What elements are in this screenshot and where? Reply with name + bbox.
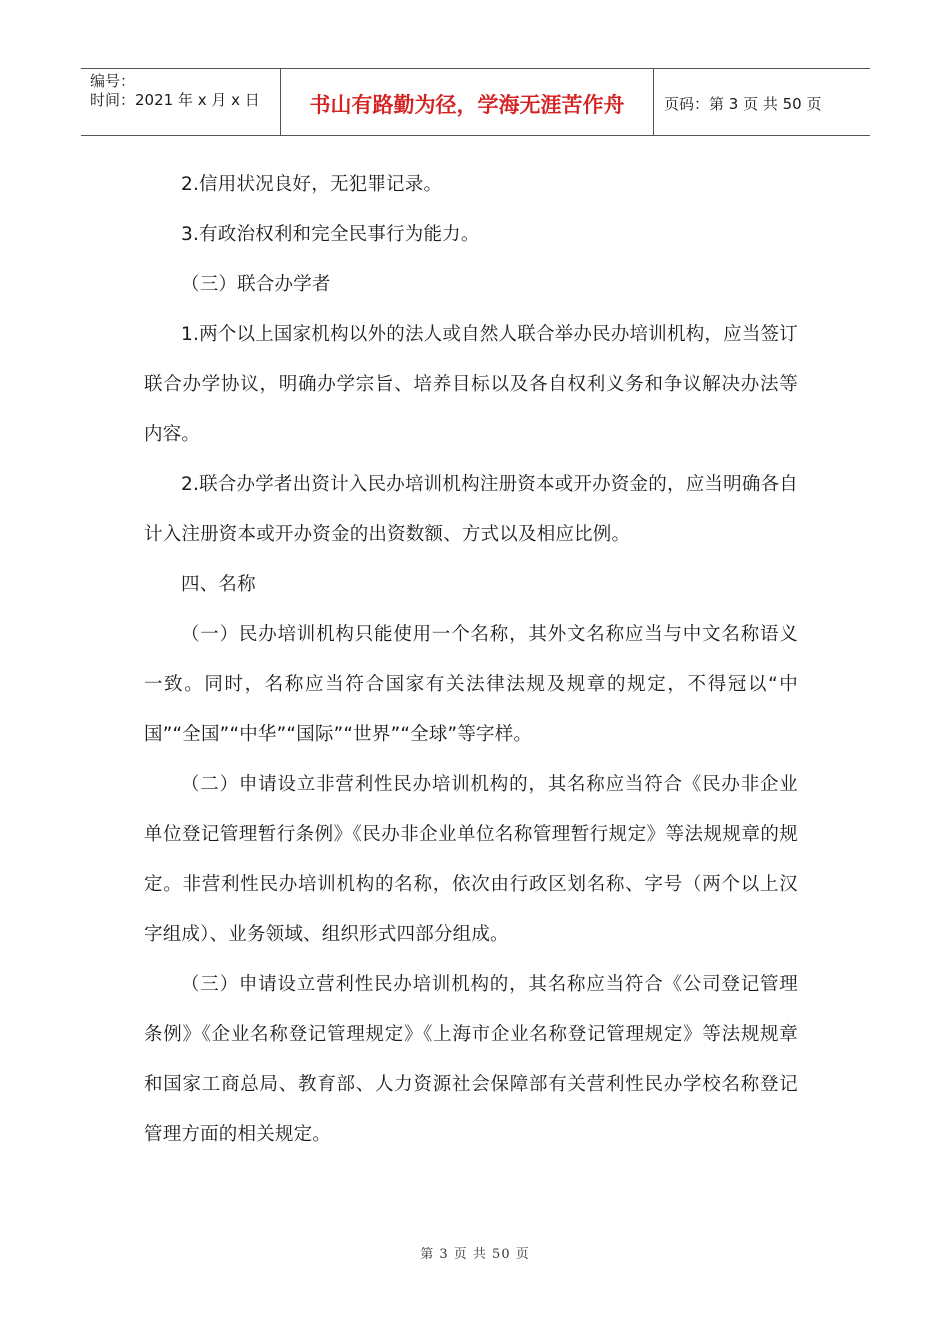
header-motto: 书山有路勤为径，学海无涯苦作舟 bbox=[309, 92, 625, 117]
section-heading-name: 四、名称 bbox=[181, 574, 256, 595]
page-footer: 第 3 页 共 50 页 bbox=[420, 1247, 530, 1262]
paragraph-civil-capacity: 3.有政治权利和完全民事行为能力。 bbox=[181, 224, 480, 245]
paragraph-credit-status: 2.信用状况良好，无犯罪记录。 bbox=[181, 174, 443, 195]
header-meta-cell bbox=[81, 69, 281, 135]
document-code-label: 编号： bbox=[90, 72, 136, 90]
paragraph-joint-capital: 2.联合办学者出资计入民办培训机构注册资本或开办资金的，应当明确各自计入注册资本或开办资金的出资数额、方式以及相应比例。 bbox=[144, 474, 798, 545]
paragraph-joint-agreement: 1.两个以上国家机构以外的法人或自然人联合举办民办培训机构，应当签订联合办学协议，明确办学宗旨、培养目标以及各自权利义务和争议解决办法等内容。 bbox=[144, 324, 798, 445]
document-time-label: 时间：2021 年 x 月 x 日 bbox=[90, 91, 260, 109]
document-body bbox=[144, 160, 798, 1160]
paragraph-single-name: （一）民办培训机构只能使用一个名称，其外文名称应当与中文名称语义一致。同时，名称应当符合国家有关法律法规及规章的规定，不得冠以“中国”“全国”“中华”“国际”“世界”“全球”等字样。 bbox=[144, 624, 798, 745]
paragraph-nonprofit-name: （二）申请设立非营利性民办培训机构的，其名称应当符合《民办非企业单位登记管理暂行条例》《民办非企业单位名称管理暂行规定》等法规规章的规定。非营利性民办培训机构的名称，依次由行政区划名称、字号（两个以上汉字组成）、业务领域、组织形式四部分组成。 bbox=[144, 774, 798, 945]
document-header bbox=[81, 68, 870, 136]
section-heading-joint-founders: （三）联合办学者 bbox=[181, 274, 331, 295]
header-page-cell bbox=[654, 69, 870, 135]
paragraph-forprofit-name: （三）申请设立营利性民办培训机构的，其名称应当符合《公司登记管理条例》《企业名称登记管理规定》《上海市企业名称登记管理规定》等法规规章和国家工商总局、教育部、人力资源社会保障部有关营利性民办学校名称登记管理方面的相关规定。 bbox=[144, 974, 798, 1145]
header-page-info: 页码：第 3 页 共 50 页 bbox=[664, 95, 822, 113]
header-motto-cell bbox=[281, 69, 654, 135]
